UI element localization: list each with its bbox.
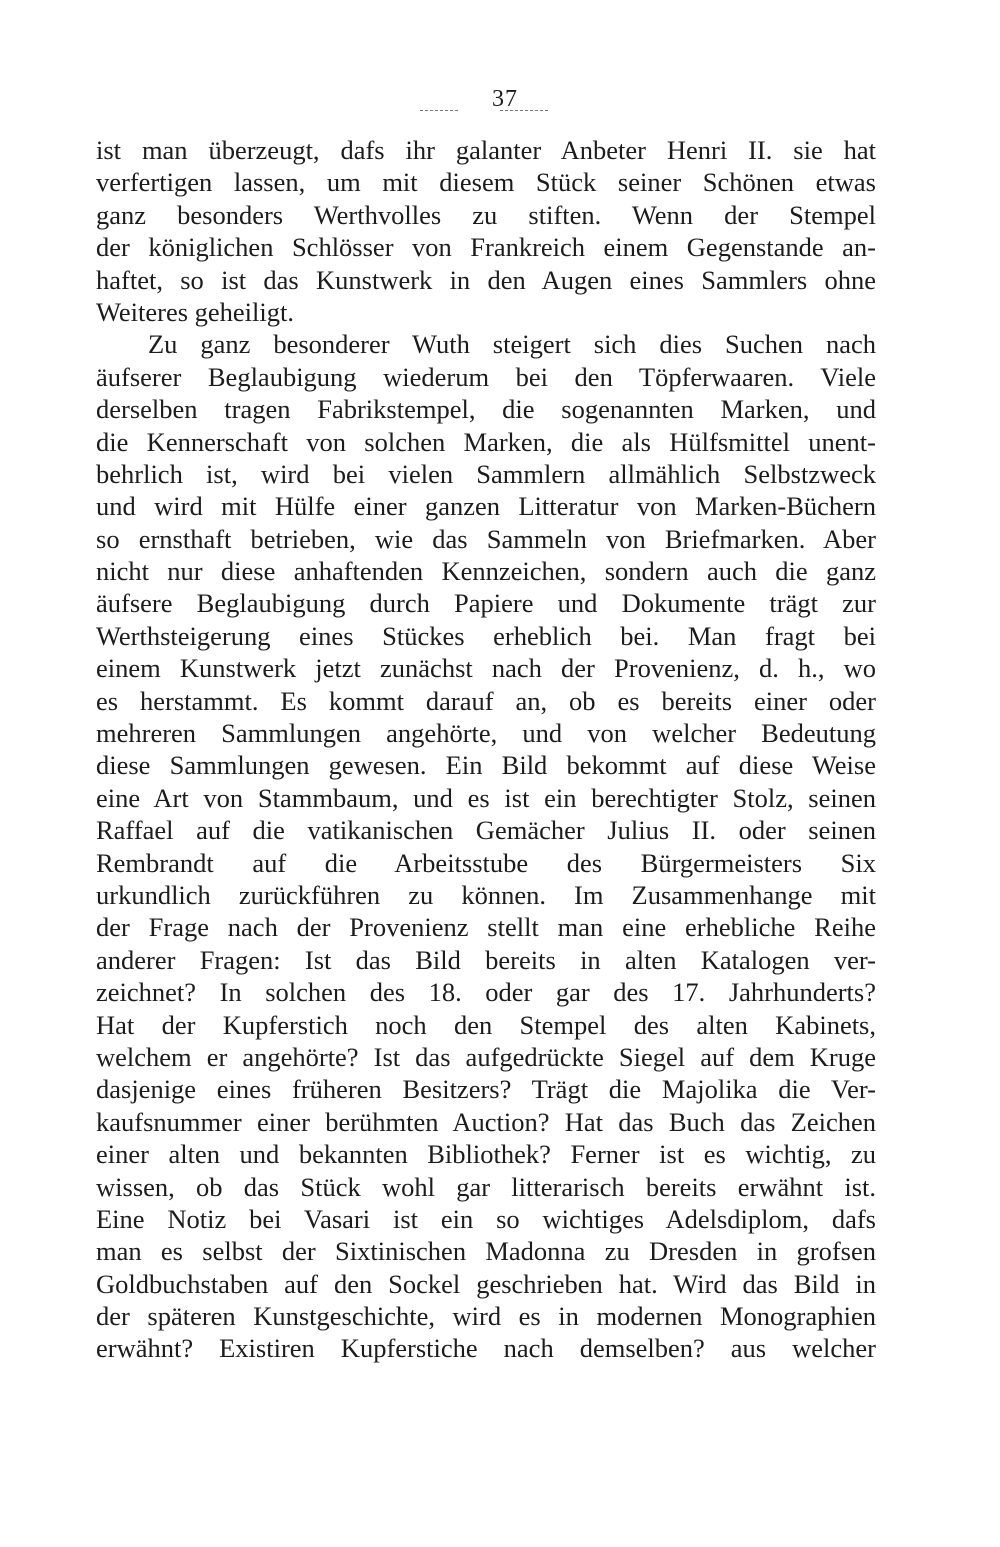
text-line: einer alten und bekannten Bibliothek? Ferner ist es wichtig, zu [96,1139,876,1170]
text-line: wissen, ob das Stück wohl gar litterarisch bereits erwähnt ist. [96,1171,876,1202]
body-text [96,134,876,1365]
text-line: mehreren Sammlungen angehörte, und von welcher Bedeutung [96,718,876,749]
text-line: kaufsnummer einer berühmten Auction? Hat das Buch das Zeichen [96,1106,876,1137]
text-line: einem Kunstwerk jetzt zunächst nach der Provenienz, d. h., wo [96,653,876,684]
text-line: verfertigen lassen, um mit diesem Stück seiner Schönen etwas [96,167,876,198]
text-line: dasjenige eines früheren Besitzers? Trägt die Majolika die Ver- [96,1074,876,1105]
text-line: so ernsthaft betrieben, wie das Sammeln von Briefmarken. Aber [96,523,876,554]
page-number-rule-right [500,110,548,111]
text-line: behrlich ist, wird bei vielen Sammlern allmählich Selbstzweck [96,458,876,489]
text-line: diese Sammlungen gewesen. Ein Bild bekommt auf diese Weise [96,750,876,781]
text-line: haftet, so ist das Kunstwerk in den Augen eines Sammlers ohne [96,264,876,295]
text-line: äufserer Beglaubigung wiederum bei den Töpferwaaren. Viele [96,361,876,392]
text-line: der Frage nach der Provenienz stellt man eine erhebliche Reihe [96,912,876,943]
text-line: es herstammt. Es kommt darauf an, ob es bereits einer oder [96,685,876,716]
text-line: Goldbuchstaben auf den Sockel geschrieben hat. Wird das Bild in [96,1268,876,1299]
text-line: welchem er angehörte? Ist das aufgedrückte Siegel auf dem Kruge [96,1041,876,1072]
text-line: man es selbst der Sixtinischen Madonna zu Dresden in grofsen [96,1236,876,1267]
text-line: und wird mit Hülfe einer ganzen Litteratur von Marken-Büchern [96,491,876,522]
text-line: erwähnt? Existiren Kupferstiche nach demselben? aus welcher [96,1333,876,1364]
page-number-rule-left [420,110,458,111]
text-line: derselben tragen Fabrikstempel, die sogenannten Marken, und [96,394,876,425]
text-line: äufsere Beglaubigung durch Papiere und Dokumente trägt zur [96,588,876,619]
text-line: ganz besonders Werthvolles zu stiften. Wenn der Stempel [96,199,876,230]
text-line: eine Art von Stammbaum, und es ist ein berechtigter Stolz, seinen [96,782,876,813]
text-line: Weiteres geheiligt. [96,296,295,327]
paragraph [96,134,876,328]
page-number [0,86,1000,113]
text-line: Raffael auf die vatikanischen Gemächer Julius II. oder seinen [96,815,876,846]
text-line: Zu ganz besonderer Wuth steigert sich dies Suchen nach [148,329,876,360]
text-line: urkundlich zurückführen zu können. Im Zusammenhange mit [96,879,876,910]
text-line: Hat der Kupferstich noch den Stempel des alten Kabinets, [96,1009,876,1040]
text-line: Eine Notiz bei Vasari ist ein so wichtiges Adelsdiplom, dafs [96,1203,876,1234]
text-line: nicht nur diese anhaftenden Kennzeichen, sondern auch die ganz [96,556,876,587]
text-line: Rembrandt auf die Arbeitsstube des Bürgermeisters Six [96,847,876,878]
text-line: zeichnet? In solchen des 18. oder gar des 17. Jahrhunderts? [96,977,876,1008]
text-line: die Kennerschaft von solchen Marken, die als Hülfsmittel unent- [96,426,876,457]
paragraph [96,328,876,1365]
text-line: Werthsteigerung eines Stückes erheblich bei. Man fragt bei [96,620,876,651]
page-number-text: 37 [492,86,518,112]
text-line: der königlichen Schlösser von Frankreich einem Gegenstande an- [96,232,876,263]
text-line: anderer Fragen: Ist das Bild bereits in alten Katalogen ver- [96,944,876,975]
text-line: der späteren Kunstgeschichte, wird es in modernen Monographien [96,1301,876,1332]
text-line: ist man überzeugt, dafs ihr galanter Anbeter Henri II. sie hat [96,135,876,165]
